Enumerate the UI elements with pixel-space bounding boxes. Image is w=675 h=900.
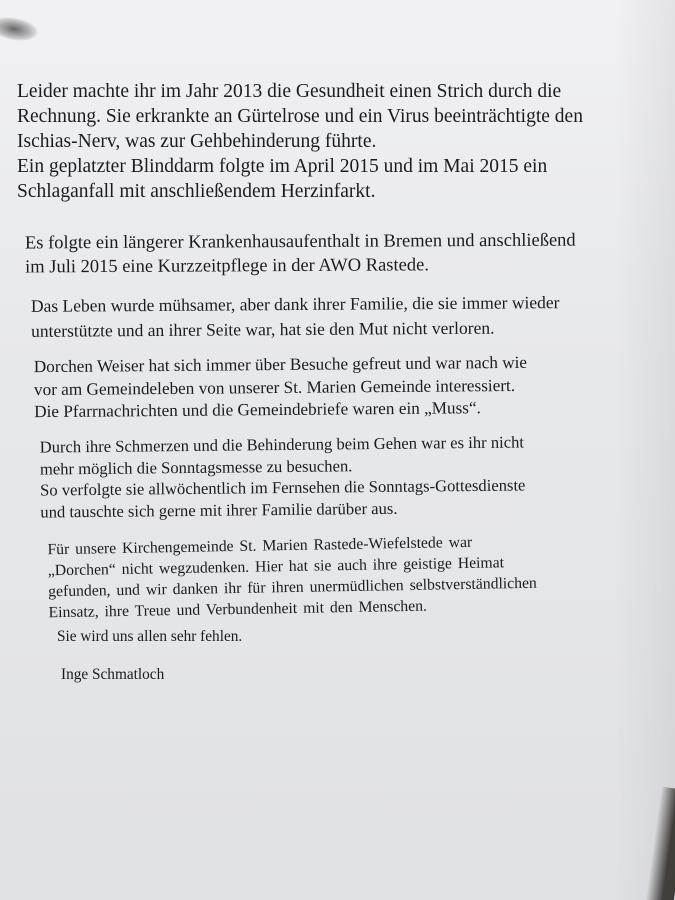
author-name: Inge Schmatloch [61,666,165,683]
paragraph-hospital [25,229,576,280]
text-line: Für unsere Kirchengemeinde St. Marien Rastede-Wiefelstede war [47,533,473,559]
text-line: im Juli 2015 eine Kurzzeitpflege in der AWO Rastede. [25,255,429,278]
text-line: Das Leben wurde mühsamer, aber dank ihrer Familie, die sie immer wieder [30,292,560,316]
text-line: gefunden, und wir danken ihr für ihren unermüdlichen selbstverständlichen [48,574,537,601]
page-shadow [615,0,675,900]
author-signature [61,665,164,685]
text-line: mehr möglich die Sonntagsmesse zu besuchen. [39,455,353,479]
text-line: So verfolgte sie allwöchentlich im Fernsehen die Sonntags-Gottesdienste [40,475,526,500]
text-line: Rechnung. Sie erkrankte an Gürtelrose und ein Virus beeinträchtigte den [17,106,583,127]
paragraph-community [34,352,528,424]
text-line: Schlaganfall mit anschließendem Herzinfarkt. [17,181,376,202]
text-line: Dorchen Weiser hat sich immer über Besuche gefreut und war nach wie [33,352,528,377]
text-line: „Dorchen“ nicht wegzudenken. Hier hat sie auch ihre geistige Heimat [47,554,505,580]
paragraph-health [17,79,583,204]
text-line: Ein geplatzter Blinddarm folgte im April 2015 und im Mai 2015 ein [17,156,548,177]
text-line: Die Pfarrnachrichten und die Gemeindebriefe waren ein „Muss“. [34,398,481,422]
text-line: Durch ihre Schmerzen und die Behinderung beim Gehen war es ihr nicht [39,432,525,457]
text-line: Es folgte ein längerer Krankenhausaufenthalt in Bremen und anschließend [24,230,576,254]
text-line: Leider machte ihr im Jahr 2013 die Gesundheit einen Strich durch die [17,81,562,102]
text-line: Einsatz, ihre Treue und Verbundenheit mit den Menschen. [48,597,428,622]
paragraph-mass [40,431,526,522]
text-line: vor am Gemeindeleben von unserer St. Marien Gemeinde interessiert. [33,375,516,399]
text-line: unterstützte und an ihrer Seite war, hat sie den Mut nicht verloren. [31,317,495,341]
text-line: und tauschte sich gerne mit ihrer Familie darüber aus. [40,498,398,522]
text-line: Ischias-Nerv, was zur Gehbehinderung führte. [17,131,377,152]
paragraph-family [31,290,560,344]
paragraph-parish [47,531,537,624]
closing-line [57,627,242,647]
text-line: Sie wird uns allen sehr fehlen. [57,628,243,645]
corner-smudge [0,14,40,44]
